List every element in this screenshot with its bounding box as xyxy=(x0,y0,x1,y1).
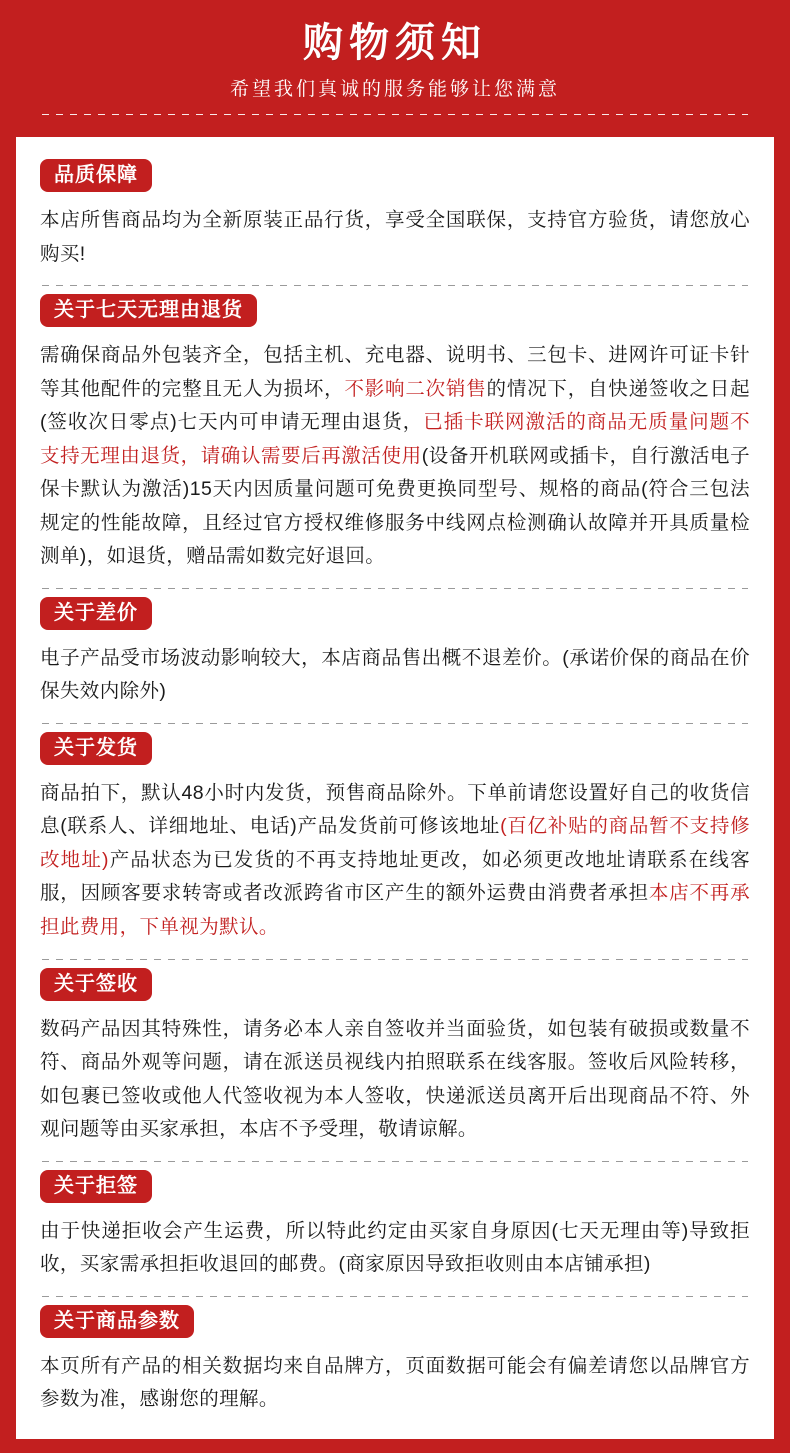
notice-section xyxy=(16,589,774,723)
section-body xyxy=(40,777,750,945)
sections-container xyxy=(16,151,774,1431)
section-tag: 品质保障 xyxy=(40,159,152,192)
section-tag: 关于七天无理由退货 xyxy=(40,294,257,327)
section-tag: 关于商品参数 xyxy=(40,1305,194,1338)
body-text-run: 电子产品受市场波动影响较大，本店商品售出概不退差价。(承诺价保的商品在价保失效内除外) xyxy=(40,646,750,703)
section-body xyxy=(40,339,750,574)
notice-section xyxy=(16,1297,774,1431)
header-divider xyxy=(42,114,748,115)
section-tag: 关于拒签 xyxy=(40,1170,152,1203)
section-tag: 关于发货 xyxy=(40,732,152,765)
notice-section xyxy=(16,1162,774,1296)
section-tag: 关于差价 xyxy=(40,597,152,630)
body-text-run: 本店所售商品均为全新原装正品行货，享受全国联保，支持官方验货，请您放心购买! xyxy=(40,209,750,265)
section-body xyxy=(40,204,750,271)
highlight-text: 不影响二次销售 xyxy=(344,377,487,400)
section-body xyxy=(40,1013,750,1147)
section-body xyxy=(40,642,750,709)
section-tag: 关于签收 xyxy=(40,968,152,1001)
body-text-run: 需确保商品外包装齐全，包括主机、充电器、说明书、三包卡、进网许可证卡针等其他配件的完整且无人为损坏， xyxy=(40,344,750,400)
body-text-run: 数码产品因其特殊性，请务必本人亲自签收并当面验货，如包装有破损或数量不符、商品外观等问题，请在派送员视线内拍照联系在线客服。签收后风险转移，如包裹已签收或他人代签收视为本人签收，快递派送员离开后出现商品不符、外观问题等由买家承担，本店不予受理，敬请谅解。 xyxy=(40,1017,750,1141)
notice-section xyxy=(16,724,774,959)
page-header xyxy=(0,0,790,125)
body-text-run: 商品拍下，默认48小时内发货，预售商品除外。下单前请您设置好自己的收货信息(联系人、详细地址、电话)产品发货前可修该地址 xyxy=(40,781,750,838)
notice-section xyxy=(16,151,774,285)
page-subtitle: 希望我们真诚的服务能够让您满意 xyxy=(229,79,560,100)
body-text-run: 由于快递拒收会产生运费，所以特此约定由买家自身原因(七天无理由等)导致拒收，买家需承担拒收退回的邮费。(商家原因导致拒收则由本店铺承担) xyxy=(40,1219,750,1276)
notice-section xyxy=(16,960,774,1161)
highlight-text: 本店不再承担此费用，下单视为默认。 xyxy=(40,882,750,938)
body-text-run: 的情况下，自快递签收之日起(签收次日零点)七天内可申请无理由退货， xyxy=(40,377,750,434)
section-body xyxy=(40,1215,750,1282)
body-text-run: 产品状态为已发货的不再支持地址更改，如必须更改地址请联系在线客服，因顾客要求转寄或者改派跨省市区产生的额外运费由消费者承担 xyxy=(40,848,750,905)
section-body xyxy=(40,1350,750,1417)
body-text-run: (设备开机联网或插卡，自行激活电子保卡默认为激活)15天内因质量问题可免费更换同型号、规格的商品(符合三包法规定的性能故障，且经过官方授权维修服务中线网点检测确认故障并开具质量检测单)，如退货，赠品需如数完好退回。 xyxy=(40,444,750,568)
notice-section xyxy=(16,286,774,588)
body-text-run: 本页所有产品的相关数据均来自品牌方，页面数据可能会有偏差请您以品牌官方参数为准，感谢您的理解。 xyxy=(40,1354,750,1411)
highlight-text: (百亿补贴的商品暂不支持修改地址) xyxy=(40,815,750,871)
highlight-text: 已插卡联网激活的商品无质量问题不支持无理由退货，请确认需要后再激活使用 xyxy=(40,411,750,467)
notice-card xyxy=(16,137,774,1439)
page-title: 购物须知 xyxy=(303,21,487,65)
